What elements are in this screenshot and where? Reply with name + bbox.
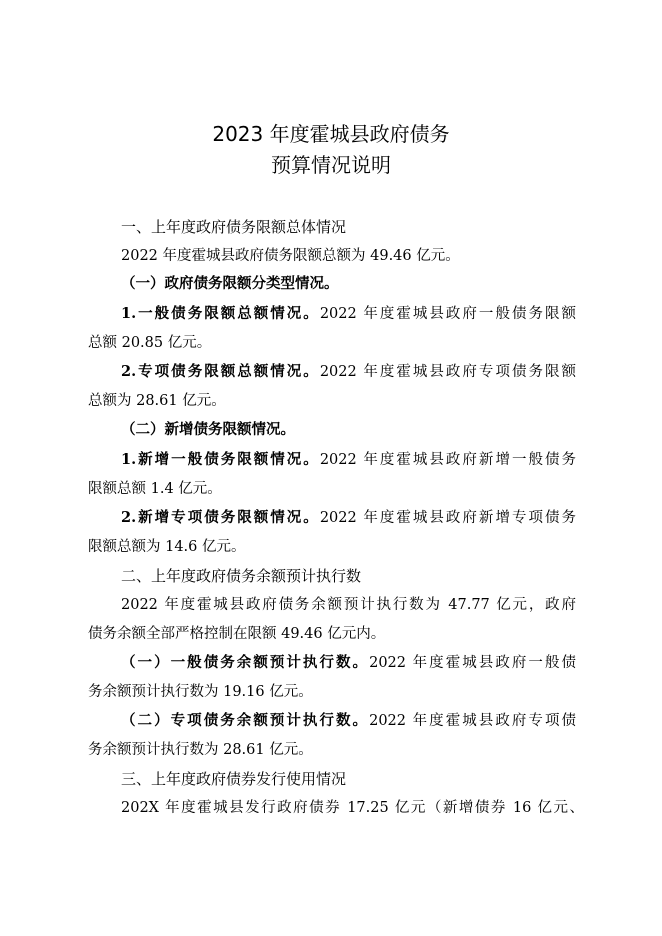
item-3-text: 2022 年度霍城县政府新增一般债务 [319,452,576,468]
item-2-line-1 [121,362,576,382]
subsection-3-text: 2022 年度霍城县政府一般债 [369,655,576,671]
subsection-4-text: 2022 年度霍城县政府专项债 [369,713,576,729]
item-3-line-2: 限额总额 1.4 亿元。 [88,481,222,497]
item-1-line-1 [121,304,576,324]
subsection-4-label: （二）专项债务余额预计执行数。 [121,712,370,729]
item-4-text: 2022 年度霍城县政府新增专项债务 [319,510,576,526]
section-1-heading: 一、上年度政府债务限额总体情况 [121,218,347,236]
document-title-line-1: 2023 年度霍城县政府债务 [212,122,450,146]
subsection-4-line-1 [121,711,576,731]
item-1-label: 1.一般债务限额总额情况。 [121,305,320,322]
item-4-label: 2.新增专项债务限额情况。 [121,509,320,526]
section-3-heading: 三、上年度政府债券发行使用情况 [121,770,347,788]
subsection-1-heading: （一）政府债务限额分类型情况。 [121,275,339,292]
item-2-line-2: 总额为 28.61 亿元。 [88,393,226,409]
subsection-3-line-1 [121,653,576,673]
section-2-text-line-1: 2022 年度霍城县政府债务余额预计执行数为 47.77 亿元，政府 [121,597,576,613]
item-4-line-2: 限额总额为 14.6 亿元。 [88,539,246,555]
section-2-text-line-2: 债务余额全部严格控制在限额 49.46 亿元内。 [88,626,386,642]
section-2-heading: 二、上年度政府债务余额预计执行数 [121,567,362,585]
item-2-text: 2022 年度霍城县政府专项债务限额 [319,364,576,380]
item-1-text: 2022 年度霍城县政府一般债务限额 [319,306,576,322]
section-3-text-line-1: 202X 年度霍城县发行政府债券 17.25 亿元（新增债券 16 亿元、 [121,800,584,816]
item-3-label: 1.新增一般债务限额情况。 [121,451,320,468]
item-4-line-1 [121,508,576,528]
subsection-4-line-2: 务余额预计执行数为 28.61 亿元。 [88,742,313,758]
section-1-text: 2022 年度霍城县政府债务限额总额为 49.46 亿元。 [121,248,460,264]
subsection-3-label: （一）一般债务余额预计执行数。 [121,654,370,671]
subsection-3-line-2: 务余额预计执行数为 19.16 亿元。 [88,684,313,700]
item-2-label: 2.专项债务限额总额情况。 [121,363,320,380]
item-3-line-1 [121,450,576,470]
item-1-line-2: 总额 20.85 亿元。 [88,335,212,351]
document-title-line-2: 预算情况说明 [271,153,391,177]
subsection-2-heading: （二）新增债务限额情况。 [121,421,295,438]
